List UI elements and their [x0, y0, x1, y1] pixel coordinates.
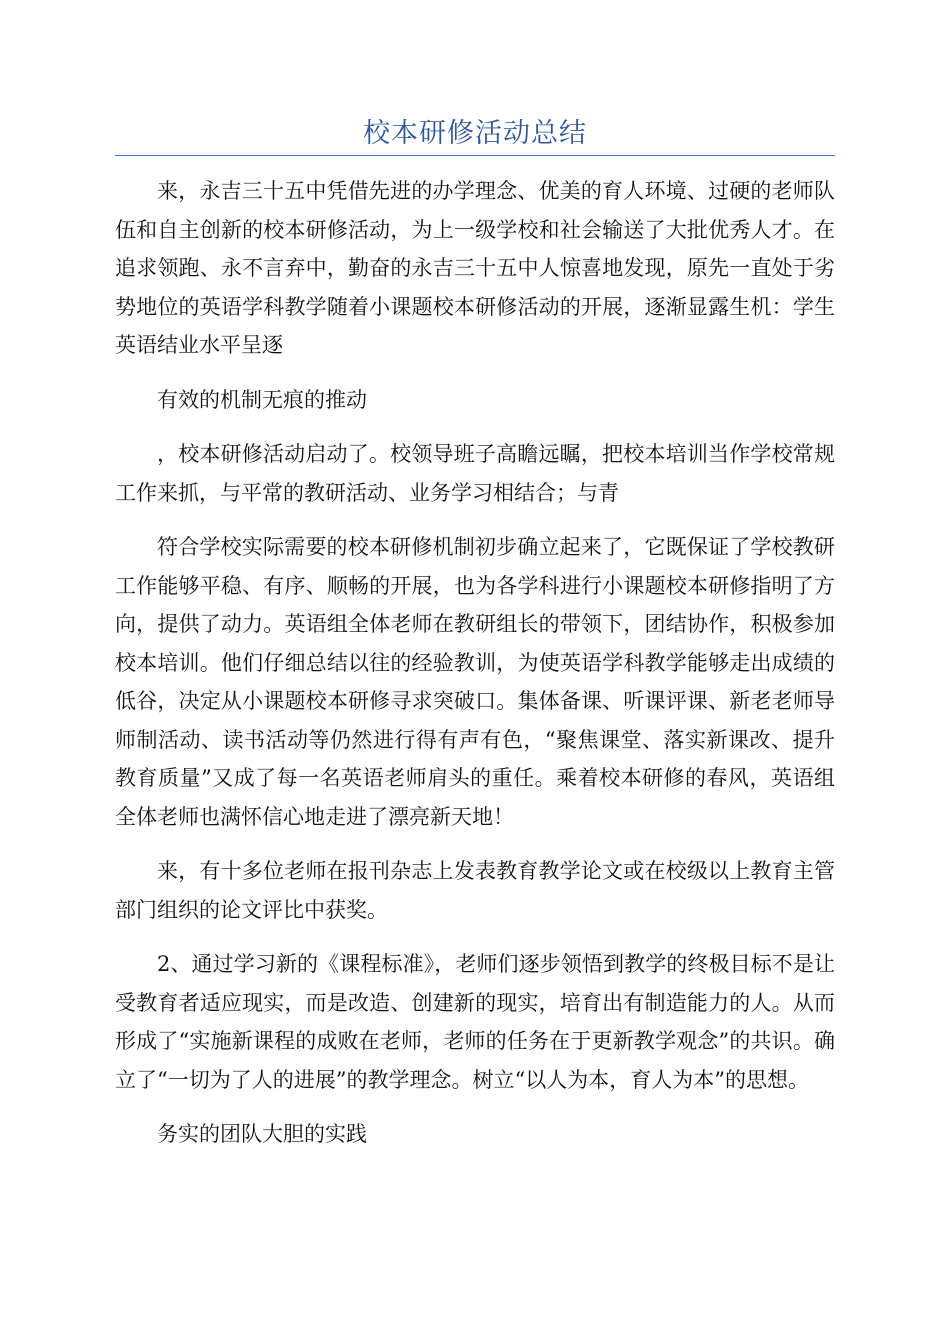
section-heading: 务实的团队大胆的实践 [157, 1122, 367, 1146]
section-heading: 有效的机制无痕的推动 [157, 387, 367, 412]
paragraph: 来，有十多位老师在报刊杂志上发表教育教学论文或在校级以上教育主管部门组织的论文评比中获奖。 [115, 859, 835, 922]
title-underline [115, 155, 835, 156]
document-title: 校本研修活动总结 [363, 118, 587, 149]
paragraph: 来，永吉三十五中凭借先进的办学理念、优美的育人环境、过硬的老师队伍和自主创新的校本研修活动，为上一级学校和社会输送了大批优秀人才。在追求领跑、永不言弃中，勤奋的永吉三十五中人惊喜地发现，原先一直处于劣势地位的英语学科教学随着小课题校本研修活动的开展，逐渐显露生机：学生英语结业水平呈逐 [115, 179, 835, 357]
paragraph: 符合学校实际需要的校本研修机制初步确立起来了，它既保证了学校教研工作能够平稳、有序、顺畅的开展，也为各学科进行小课题校本研修指明了方向，提供了动力。英语组全体老师在教研组长的带领下，团结协作，积极参加校本培训。他们仔细总结以往的经验教训，为使英语学科教学能够走出成绩的低谷，决定从小课题校本研修寻求突破口。集体备课、听课评课、新老老师导师制活动、读书活动等仍然进行得有声有色，“聚焦课堂、落实新课改、提升教育质量”又成了每一名英语老师肩头的重任。乘着校本研修的春风，英语组全体老师也满怀信心地走进了漂亮新天地！ [115, 535, 835, 829]
document-body [115, 172, 835, 1170]
paragraph: ，校本研修活动启动了。校领导班子高瞻远瞩，把校本培训当作学校常规工作来抓，与平常的教研活动、业务学习相结合；与青 [115, 442, 835, 505]
paragraph: 2、通过学习新的《课程标准》，老师们逐步领悟到教学的终极目标不是让受教育者适应现实，而是改造、创建新的现实，培育出有制造能力的人。从而形成了“实施新课程的成败在老师，老师的任务在于更新教学观念”的共识。确立了“一切为了人的进展”的教学理念。树立“以人为本，育人为本”的思想。 [115, 952, 835, 1092]
